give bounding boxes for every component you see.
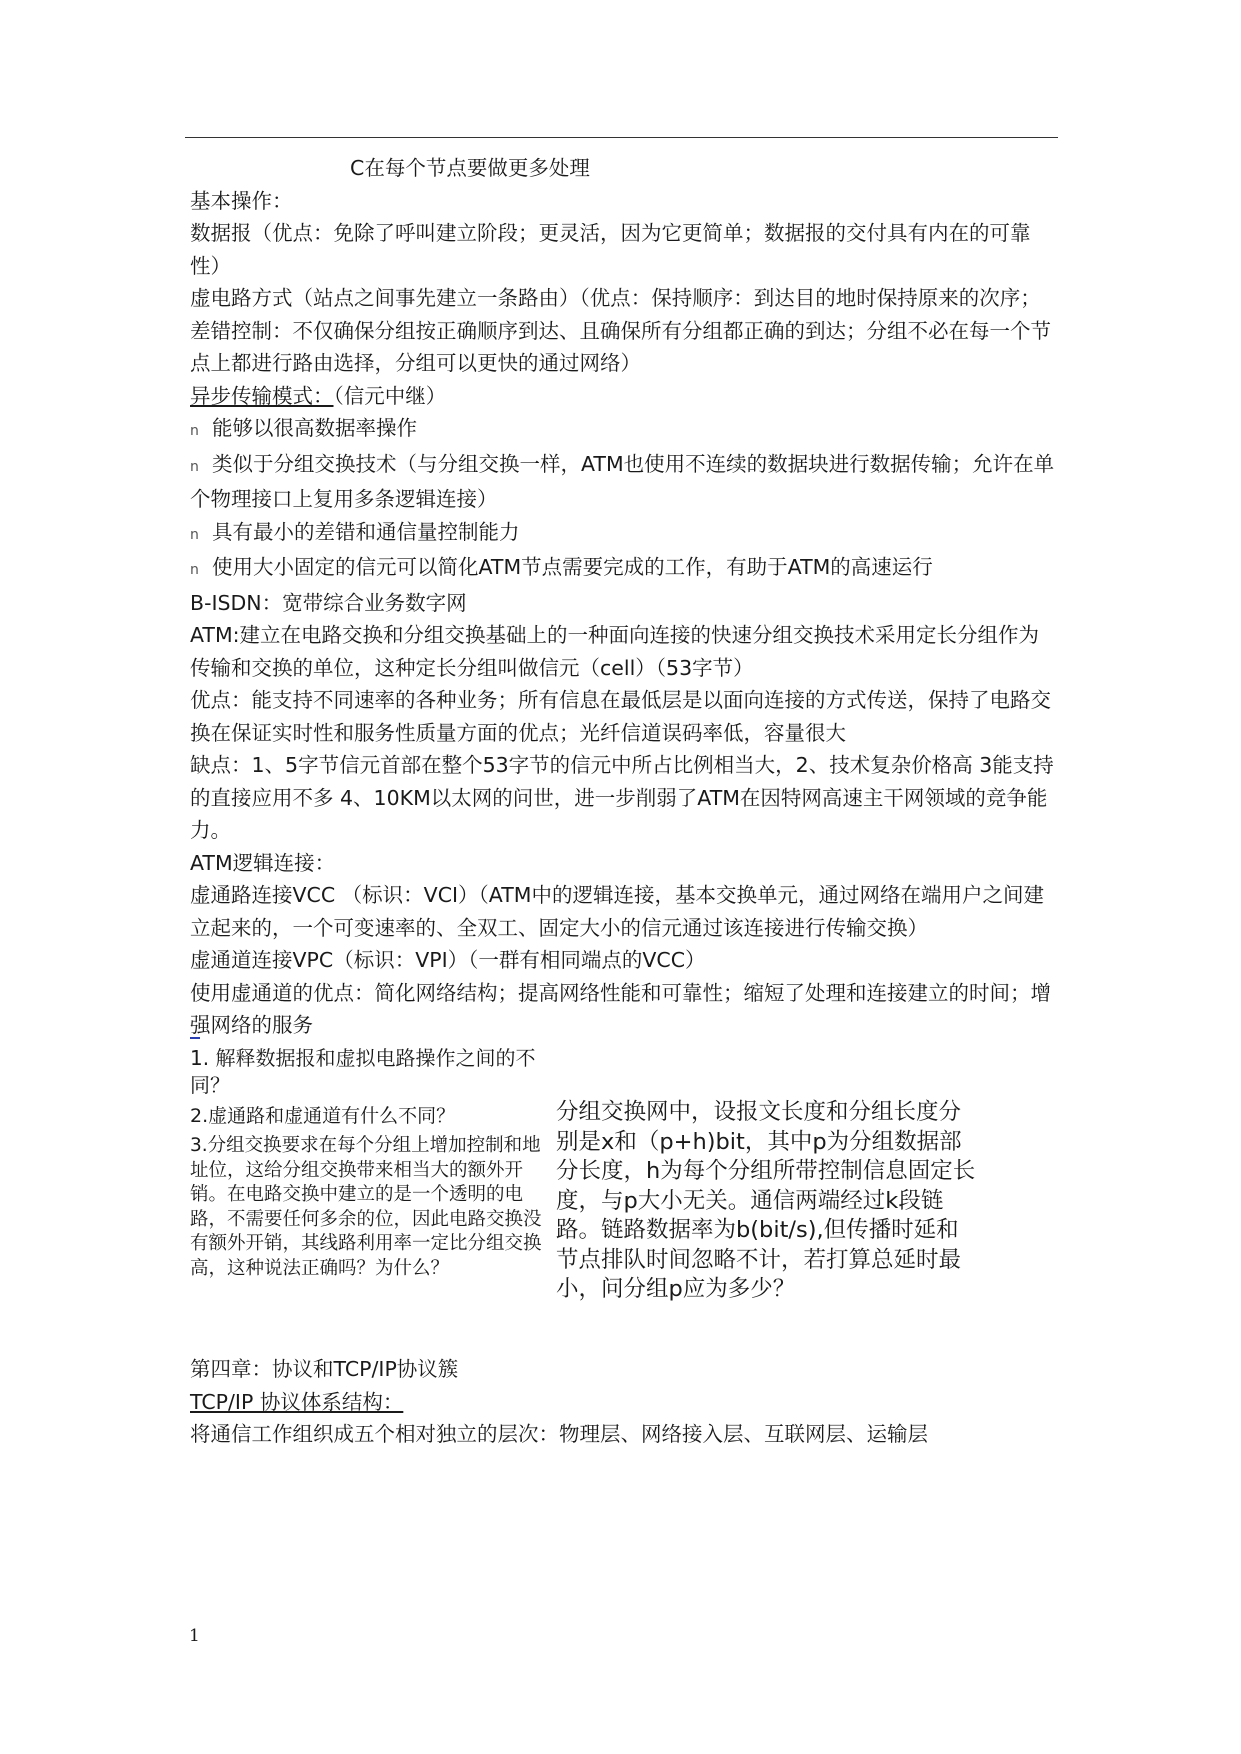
bullet-marker: n <box>190 423 199 439</box>
section-heading <box>190 380 1056 413</box>
bullet-text: 使用大小固定的信元可以简化ATM节点需要完成的工作，有助于ATM的高速运行 <box>212 555 933 579</box>
bullet-marker: n <box>190 458 199 475</box>
page-number: 1 <box>189 1626 200 1646</box>
paragraph: 基本操作： <box>190 188 293 213</box>
heading-note: （信元中继） <box>333 383 447 408</box>
question-1: 1. 解释数据报和虚拟电路操作之间的不同？ <box>190 1046 536 1097</box>
bullet-text: 具有最小的差错和通信量控制能力 <box>212 519 520 544</box>
bullet-item <box>190 448 1056 516</box>
question-3: 3.分组交换要求在每个分组上增加控制和地址位，这给分组交换带来相当大的额外开销。在电路交换中建立的是一个透明的电路，不需要任何多余的位，因此电路交换没有额外开销，其线路利用率一定比分组交换高，这种说法正确吗？为什么？ <box>190 1135 542 1279</box>
bullet-item <box>190 516 1056 552</box>
question-list <box>190 1045 552 1281</box>
cursor-mark <box>190 1037 200 1039</box>
paragraph: C在每个节点要做更多处理 <box>350 156 590 180</box>
paragraph: 虚通路连接VCC （标识：VCI）（ATM中的逻辑连接，基本交换单元，通过网络在端用户之间建立起来的，一个可变速率的、全双工、固定大小的信元通过该连接进行传输交换） <box>190 883 1044 940</box>
problem-paragraph: 分组交换网中，设报文长度和分组长度分别是x和（p+h)bit，其中p为分组数据部分长度，h为每个分组所带控制信息固定长度，与p大小无关。通信两端经过k段链路。链路数据率为b(bit/s),但传播时延和节点排队时间忽略不计，若打算总延时最小，问分组p应为多少？ <box>556 1099 976 1302</box>
paragraph: 将通信工作组织成五个相对独立的层次：物理层、网络接入层、互联网层、运输层 <box>190 1422 928 1446</box>
paragraph: 数据报（优点：免除了呼叫建立阶段；更灵活，因为它更简单；数据报的交付具有内在的可靠性） <box>190 221 1031 278</box>
question-2: 2.虚通路和虚通道有什么不同？ <box>190 1105 456 1127</box>
chapter-section <box>190 1353 1056 1451</box>
section-heading <box>190 1386 1056 1419</box>
bullet-text: 类似于分组交换技术（与分组交换一样，ATM也使用不连续的数据块进行数据传输；允许在单个物理接口上复用多条逻辑连接） <box>190 451 1055 511</box>
underlined-heading: 异步传输模式： <box>190 383 334 408</box>
paragraph: 使用虚通道的优点：简化网络结构；提高网络性能和可靠性；缩短了处理和连接建立的时间；增强网络的服务 <box>190 980 1051 1037</box>
body-text <box>190 152 1056 1042</box>
header-rule <box>185 137 1058 138</box>
paragraph: 优点：能支持不同速率的各种业务；所有信息在最低层是以面向连接的方式传送，保持了电路交换在保证实时性和服务性质量方面的优点；光纤信道误码率低，容量很大 <box>190 688 1051 745</box>
paragraph: 虚通道连接VPC（标识：VPI）（一群有相同端点的VCC） <box>190 948 706 972</box>
paragraph: ATM:建立在电路交换和分组交换基础上的一种面向连接的快速分组交换技术采用定长分组作为传输和交换的单位，这种定长分组叫做信元（cell）（53字节） <box>190 623 1040 680</box>
paragraph: 缺点：1、5字节信元首部在整个53字节的信元中所占比例相当大，2、技术复杂价格高 3能支持的直接应用不多 4、10KM以太网的问世，进一步削弱了ATM在因特网高速主干网领域的竞争能力。 <box>190 753 1054 842</box>
bullet-marker: n <box>190 562 199 578</box>
problem-text <box>556 1098 976 1305</box>
underlined-heading: TCP/IP 协议体系结构： <box>190 1389 404 1414</box>
bullet-item <box>190 551 1056 587</box>
paragraph: ATM逻辑连接： <box>190 850 336 875</box>
chapter-title: 第四章：协议和TCP/IP协议簇 <box>190 1357 459 1381</box>
bullet-item <box>190 412 1056 448</box>
paragraph: B-ISDN：宽带综合业务数字网 <box>190 590 467 615</box>
paragraph: 虚电路方式（站点之间事先建立一条路由）（优点：保持顺序：到达目的地时保持原来的次序；差错控制：不仅确保分组按正确顺序到达、且确保所有分组都正确的到达；分组不必在每一个节点上都进行路由选择，分组可以更快的通过网络） <box>190 286 1051 375</box>
bullet-text: 能够以很高数据率操作 <box>212 416 417 440</box>
bullet-marker: n <box>190 526 199 543</box>
